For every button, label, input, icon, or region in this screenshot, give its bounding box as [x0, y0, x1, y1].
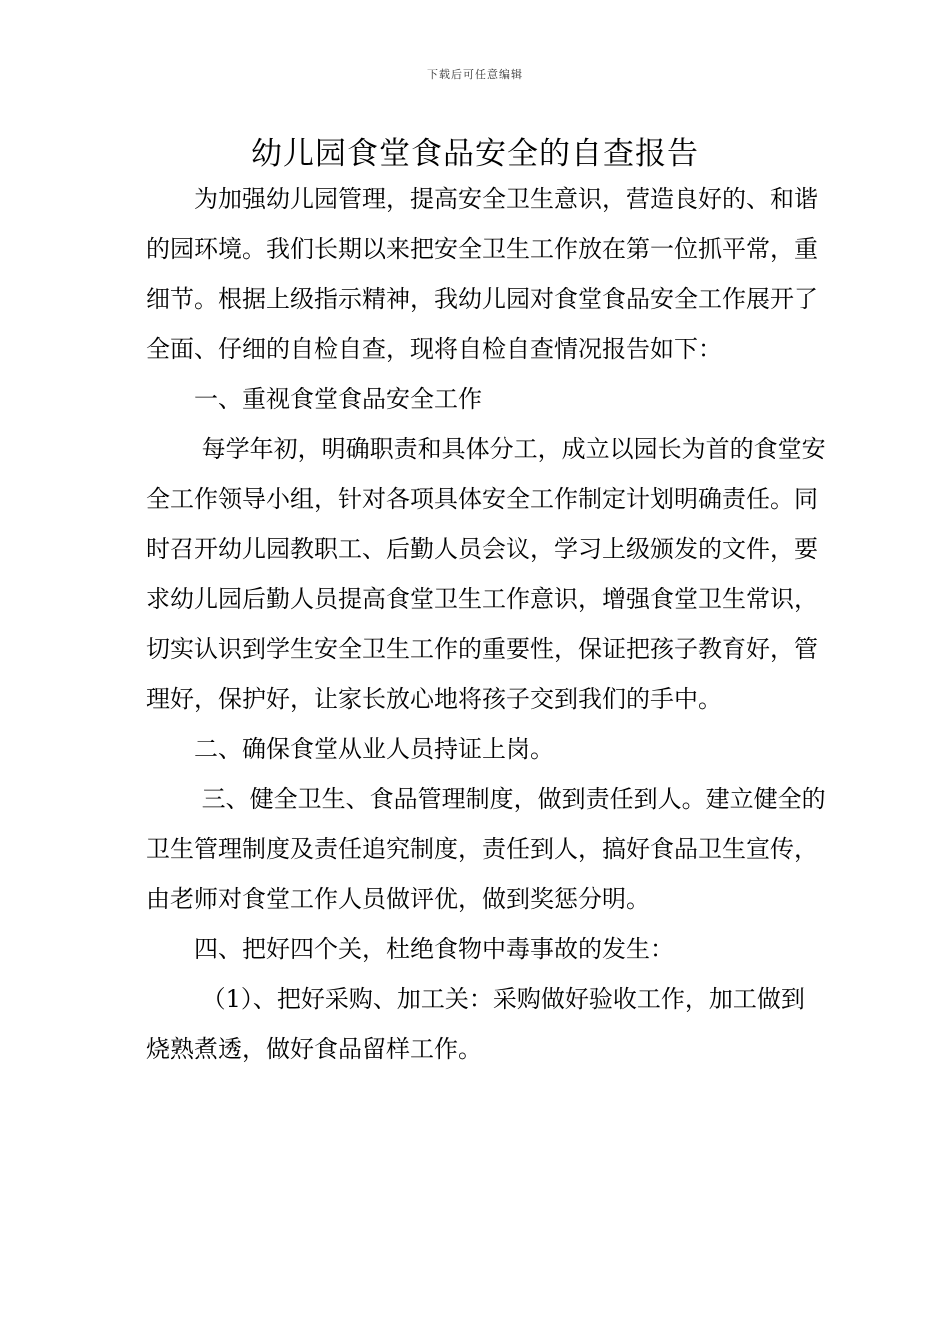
- section-4-item-1: （1）、把好采购、加工关：采购做好验收工作，加工做到烧熟煮透，做好食品留样工作。: [146, 985, 805, 1063]
- section-heading-2: 二、确保食堂从业人员持证上岗。: [194, 735, 554, 763]
- section-heading-4: 四、把好四个关，杜绝食物中毒事故的发生：: [194, 935, 674, 963]
- document-body: [146, 174, 826, 1074]
- section-1-paragraph: 每学年初，明确职责和具体分工，成立以园长为首的食堂安全工作领导小组，针对各项具体安全工作制定计划明确责任。同时召开幼儿园教职工、后勤人员会议，学习上级颁发的文件，要求幼儿园后勤人员提高食堂卫生工作意识，增强食堂卫生常识，切实认识到学生安全卫生工作的重要性，保证把孩子教育好，管理好，保护好，让家长放心地将孩子交到我们的手中。: [146, 435, 826, 713]
- section-3-paragraph: 三、健全卫生、食品管理制度，做到责任到人。建立健全的卫生管理制度及责任追究制度，责任到人，搞好食品卫生宣传，由老师对食堂工作人员做评优，做到奖惩分明。: [146, 785, 826, 913]
- document-title: 幼儿园食堂食品安全的自查报告: [251, 136, 699, 172]
- intro-paragraph: 为加强幼儿园管理，提高安全卫生意识，营造良好的、和谐的园环境。我们长期以来把安全卫生工作放在第一位抓平常，重细节。根据上级指示精神，我幼儿园对食堂食品安全工作展开了全面、仔细的自检自查，现将自检自查情况报告如下：: [146, 185, 818, 363]
- header-note: 下载后可任意编辑: [427, 68, 523, 81]
- section-heading-1: 一、重视食堂食品安全工作: [194, 385, 482, 413]
